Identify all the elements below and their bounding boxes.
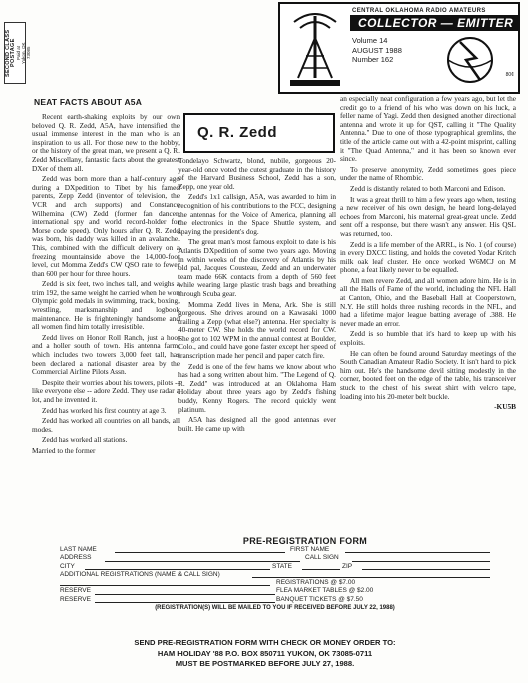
article-column-1 bbox=[32, 113, 180, 458]
flea-label: FLEA MARKET TABLES @ $2.00 bbox=[276, 587, 374, 595]
first-name-label: FIRST NAME bbox=[290, 546, 330, 553]
additional-label: ADDITIONAL REGISTRATIONS (NAME & CALL SIGN) bbox=[60, 570, 220, 578]
banquet-label: BANQUET TICKETS @ $7.50 bbox=[276, 595, 363, 603]
antenna-logo-icon bbox=[284, 8, 346, 90]
article-paragraph: A5A has designed all the good antennas ever built. He came up with bbox=[178, 415, 336, 433]
masthead-title: COLLECTOR — EMITTER bbox=[350, 15, 518, 31]
article-paragraph: Zedd is distantly related to both Marconi and Edison. bbox=[350, 183, 506, 193]
number-text: Number 162 bbox=[352, 55, 394, 64]
call-sign-label: CALL SIGN bbox=[305, 554, 339, 562]
postage-line: SECOND CLASS POSTAGE bbox=[5, 29, 16, 77]
postage-line: Yukon, OK bbox=[21, 42, 26, 64]
article-paragraph: Married to the former bbox=[32, 445, 96, 455]
city-field[interactable] bbox=[85, 569, 270, 570]
send-line-3: MUST BE POSTMARKED BEFORE JULY 27, 1988. bbox=[175, 659, 355, 668]
article-paragraph: Zedd is six feet, two inches tall, and weighs a trim 192, the same weight he carried when he won Olympic gold medals in swimming, track, boxing, wrestling, marksmanship and logbook maintenance. He is frighteningly handsome and all women find him totally irresistible. bbox=[32, 279, 180, 332]
additional-field-2[interactable] bbox=[60, 585, 270, 586]
address-field[interactable] bbox=[105, 561, 300, 562]
city-label: CITY bbox=[60, 562, 75, 570]
additional-field[interactable] bbox=[252, 577, 490, 578]
price-tag: 80¢ bbox=[505, 72, 514, 78]
registrations-label: REGISTRATIONS @ $7.00 bbox=[276, 579, 356, 587]
banquet-field[interactable] bbox=[95, 602, 275, 603]
article-title-box bbox=[183, 113, 335, 153]
zip-field[interactable] bbox=[362, 569, 490, 570]
article-paragraph: Despite their worries about his towers, pilots -- like everyone else -- adore Zedd. They use radar a lot, and he invented it. bbox=[32, 377, 180, 404]
date-text: AUGUST 1988 bbox=[352, 45, 402, 55]
article-paragraph: Zedd has worked all countries on all bands, all modes. bbox=[32, 416, 180, 434]
masthead-issue-info bbox=[352, 36, 402, 65]
call-sign-field[interactable] bbox=[352, 561, 490, 562]
article-paragraph: Zedd's 1x1 callsign, A5A, was awarded to him in recognition of his contributions to the FCC, designing the antennas for the Voice of America, planning all the electronics in the Space Shuttle system, and spaying the president's dog. bbox=[178, 192, 336, 236]
form-row-banquet bbox=[40, 596, 510, 604]
postage-line: 73085 bbox=[26, 46, 31, 60]
article-paragraph: an especially neat configuration a few years ago, but let the credit go to a friend of his who was down on his luck, a feller name of Yagi. Zedd then designed another directional antenna and wrote it up for QST, calling it "The Quality Antenna." Due to one of those typographical gremlins, the title of the article came out with a 42-point misprint, calling it "The Quad Antenna," and it has been so known ever since. bbox=[340, 94, 516, 164]
author-signature: -KU5B bbox=[494, 402, 516, 412]
article-paragraph: Zedd was born more than a half-century ago during a DXpedition to Tibet by his famed parents, Zepp Zedd (inventor of television, the VCR and arch supports) and Constance Wilhemina (CW) Zedd (former fan dancer, international spy and world record-holder for Morse code speed). Only hours after Q. R. Zedd was born, his daddy was killed in an avalanche. This, combined with the difficult delivery on a freezing mountainside above the 14,000-foot level, cut Momma Zedd's CW QSO rate to fewer than 600 per hour for three hours. bbox=[32, 174, 180, 278]
article-paragraph: Tondelayo Schwartz, blond, nubile, gorgeous 20-year-old once voted the cutest graduate in the history of the Harvard Business School, Zedd has a son, Zepp, one year old. bbox=[178, 156, 336, 191]
article-column-2 bbox=[178, 157, 336, 435]
article-paragraph: It was a great thrill to him a few years ago when, testing a new receiver of his own design, he heard long-delayed echoes from Marconi, his maternal great-great uncle. Zedd sent off a response, but there wasn't any answer. His QSL was returned, too. bbox=[340, 194, 516, 238]
zip-label: ZIP bbox=[342, 562, 353, 570]
lightning-emblem-icon bbox=[430, 30, 510, 90]
article-paragraph: To preserve anonymity, Zedd sometimes goes piece under the name of Rhombic. bbox=[340, 164, 516, 183]
form-row-flea bbox=[40, 587, 510, 595]
address-label: ADDRESS bbox=[60, 554, 92, 562]
form-row-registrations bbox=[40, 579, 510, 587]
article-paragraph: The great man's most famous exploit to date is his Atlantis DXpedition of some two years ago. Moving in within weeks of the discovery of Atlantis by his old pal, Jacques Cousteau, Zedd and an underwater team made 66K contacts from a depth of 560 feet while wearing large plastic trash bags and breathing through Scuba gear. bbox=[178, 237, 336, 298]
article-paragraph: Momma Zedd lives in Mena, Ark. She is still gorgeous. She drives around on a Kawasaki 1000 trailing a Zepp (what else?) antenna. Her specialty is 40-meter CW. She holds the world record for CW. She got to 102 WPM in the annual contest at Boulder, Colo., and could have gone faster except her speed of transcription made her pencil and paper catch fire. bbox=[178, 299, 336, 361]
article-paragraph: All men revere Zedd, and all women adore him. He is in all the Halls of Fame of the world, including the NFL Hall at Canton, Ohio, and the Baseball Hall at Cooperstown, N.Y. He still holds three rushing records in the NFL, and had a lifetime major league batting average of .388. He never made an error. bbox=[340, 275, 516, 328]
masthead bbox=[278, 2, 520, 94]
article-paragraph: Zedd lives on Honor Roll Ranch, just a hoot and a holler south of town. His antenna farm, which includes two towers 3,000 feet tall, has been declared a national disaster area by the Commercial Airline Pilots Assn. bbox=[32, 332, 180, 377]
form-row-additional bbox=[40, 571, 510, 579]
last-name-label: LAST NAME bbox=[60, 546, 97, 553]
form-note: (REGISTRATION(S) WILL BE MAILED TO YOU IF RECEIVED BEFORE JULY 22, 1988) bbox=[155, 605, 395, 612]
article-title: Q. R. Zedd bbox=[197, 124, 277, 141]
form-row-address bbox=[40, 554, 510, 562]
masthead-org: CENTRAL OKLAHOMA RADIO AMATEURS bbox=[352, 8, 486, 14]
mailing-instructions bbox=[30, 638, 500, 670]
registration-form bbox=[40, 536, 510, 611]
postage-line: Paid at bbox=[16, 46, 21, 61]
form-row-city bbox=[40, 563, 510, 571]
flea-field[interactable] bbox=[95, 594, 275, 595]
state-label: STATE bbox=[272, 562, 292, 570]
article-paragraph: Recent earth-shaking exploits by our own beloved Q. R. Zedd, A5A, have intensified the usual immense interest in the man who is an inspiration to us all. For those new to the hobby, or the history of the great man, we present a Q. R. Zedd Miscellany, fantastic facts about the greatest DXer of them all. bbox=[32, 112, 180, 173]
article-column-3 bbox=[340, 95, 516, 414]
state-field[interactable] bbox=[302, 569, 340, 570]
form-title: PRE-REGISTRATION FORM bbox=[242, 536, 368, 546]
reserve-label-1: RESERVE bbox=[60, 587, 91, 595]
last-name-field[interactable] bbox=[115, 552, 285, 553]
article-paragraph: Zedd is a life member of the ARRL, is No. 1 (of course) in every DXCC listing, and holds the coveted Yodar Kritch milk oak leaf cluster. He once worked W6MCJ on M phone, a feat likely never to be equalled. bbox=[340, 239, 516, 275]
volume-text: Volume 14 bbox=[352, 36, 388, 45]
first-name-field[interactable] bbox=[345, 552, 490, 553]
send-line-2: HAM HOLIDAY '88 P.O. BOX 850711 YUKON, OK 73085-0711 bbox=[157, 648, 373, 658]
article-paragraph: Zedd is so humble that it's hard to keep up with his exploits. bbox=[340, 329, 516, 348]
reserve-label-2: RESERVE bbox=[60, 595, 91, 603]
article-paragraph: Zedd has worked all stations. bbox=[42, 435, 128, 445]
article-heading: NEAT FACTS ABOUT A5A bbox=[34, 97, 143, 107]
article-paragraph: He can often be found around Saturday meetings of the South Canadian Amateur Radio Society. It isn't hard to pick him out. He's the handsome devil sitting modestly in the corner, booted feet on the edge of the table, his transceiver stuck to the chest of his sweat shirt with velcro tape, loading into his 20-meter belt buckle. bbox=[340, 348, 516, 401]
article-paragraph: Zedd is one of the few hams we know about who has had a song written about him. "The Legend of Q. R. Zedd" was introduced at an Oklahoma Ham Holiday about three years ago by Zedd's fishing buddy, Kenny Rogers. The record quickly went platinum. bbox=[178, 361, 336, 414]
postage-indicia bbox=[4, 22, 31, 84]
send-line-1: SEND PRE-REGISTRATION FORM WITH CHECK OR MONEY ORDER TO: bbox=[134, 638, 396, 647]
form-row-name bbox=[40, 546, 510, 554]
article-paragraph: Zedd has worked his first country at age 3. bbox=[42, 405, 167, 415]
